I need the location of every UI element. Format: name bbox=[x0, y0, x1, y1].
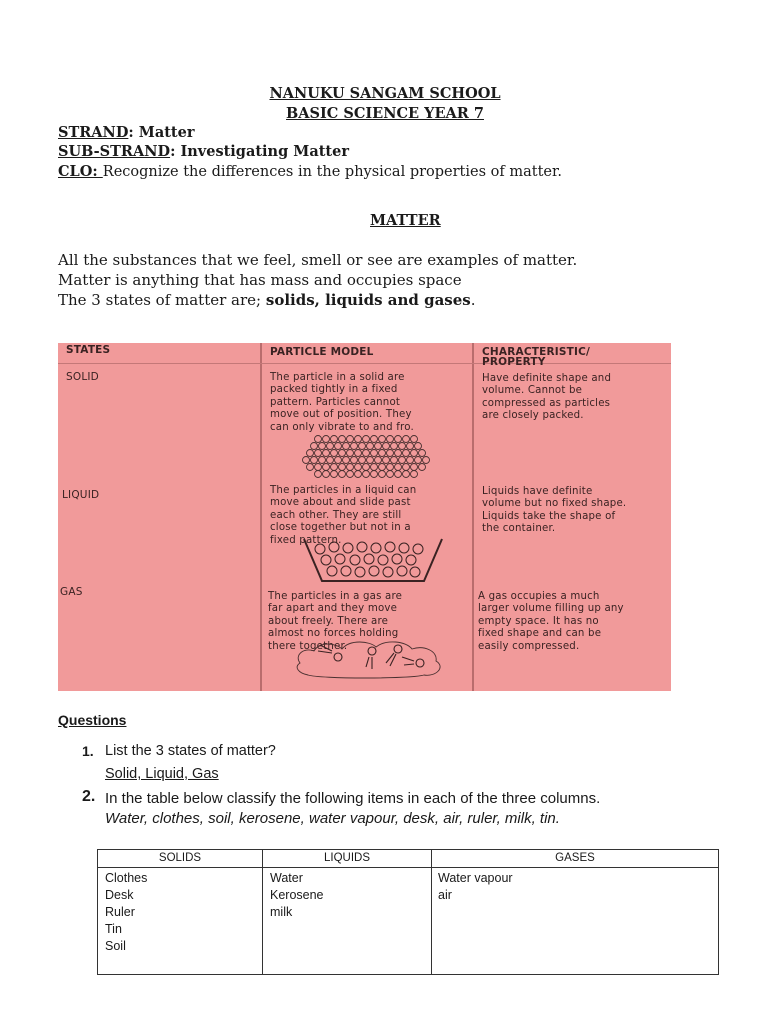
text-line: The particle in a solid are bbox=[270, 372, 405, 383]
text-line: easily compressed. bbox=[478, 640, 580, 652]
gas-property-text bbox=[478, 591, 624, 653]
text-line: empty space. It has no bbox=[478, 615, 599, 627]
intro-line-1: All the substances that we feel, smell or see are examples of matter. bbox=[58, 251, 578, 269]
gas-particles-illustration bbox=[290, 633, 450, 679]
list-item: milk bbox=[270, 905, 293, 919]
text-line: The particles in a gas are bbox=[268, 591, 403, 602]
state-solid: SOLID bbox=[66, 371, 99, 383]
liquid-particles-illustration bbox=[298, 535, 448, 585]
clo-value: Recognize the differences in the physical properties of matter. bbox=[102, 164, 562, 180]
list-item: Tin bbox=[105, 922, 122, 936]
state-liquid: LIQUID bbox=[62, 489, 100, 501]
intro-line-3-prefix: The 3 states of matter are; bbox=[58, 291, 266, 309]
text-line: can only vibrate to and fro. bbox=[270, 421, 414, 433]
text-line: volume. Cannot be bbox=[482, 385, 583, 397]
list-item: Water bbox=[270, 871, 303, 885]
intro-line-2: Matter is anything that has mass and occupies space bbox=[58, 271, 462, 289]
question-1-number: 1. bbox=[82, 743, 94, 759]
sub-strand-value: : Investigating Matter bbox=[170, 143, 349, 160]
list-item: air bbox=[438, 888, 452, 902]
text-line: move out of position. They bbox=[270, 409, 412, 421]
text-line: Have definite shape and bbox=[482, 373, 612, 384]
question-2-items: Water, clothes, soil, kerosene, water vapour, desk, air, ruler, milk, tin. bbox=[105, 810, 560, 827]
text-line: packed tightly in a fixed bbox=[270, 384, 398, 396]
clo-label: CLO: bbox=[58, 163, 103, 180]
states-list: solids, liquids and gases bbox=[265, 291, 471, 309]
column-divider bbox=[431, 850, 432, 974]
text-line: pattern. Particles cannot bbox=[270, 396, 401, 408]
header-liquids: LIQUIDS bbox=[323, 852, 370, 864]
list-item: Desk bbox=[105, 888, 134, 902]
subject-title: BASIC SCIENCE YEAR 7 bbox=[286, 105, 484, 122]
states-of-matter-table bbox=[58, 343, 671, 691]
question-1-answer: Solid, Liquid, Gas bbox=[105, 766, 219, 782]
solid-property-text bbox=[482, 373, 611, 423]
text-line: far apart and they move bbox=[268, 603, 398, 615]
header-characteristic: CHARACTERISTIC/ bbox=[482, 346, 591, 358]
header-particle-model: PARTICLE MODEL bbox=[270, 346, 374, 358]
question-2-number: 2. bbox=[82, 788, 96, 805]
classification-table bbox=[97, 849, 719, 975]
header-property: PROPERTY bbox=[482, 356, 546, 368]
list-item: Water vapour bbox=[438, 871, 513, 885]
text-line: compressed as particles bbox=[482, 397, 611, 409]
text-line: Liquids take the shape of bbox=[482, 510, 616, 522]
solids-column bbox=[105, 870, 147, 955]
list-item: Ruler bbox=[105, 905, 135, 919]
liquids-column bbox=[270, 870, 324, 921]
question-1-text: List the 3 states of matter? bbox=[105, 743, 276, 759]
gases-column bbox=[438, 870, 513, 904]
list-item: Kerosene bbox=[270, 888, 324, 902]
solid-particles-illustration bbox=[298, 431, 448, 483]
text-line: are closely packed. bbox=[482, 410, 584, 422]
table-divider bbox=[472, 343, 474, 691]
header-divider bbox=[98, 867, 718, 868]
solid-model-text bbox=[270, 372, 414, 434]
strand-line bbox=[58, 124, 195, 141]
text-line: fixed pattern. bbox=[270, 534, 342, 546]
text-line: each other. They are still bbox=[270, 509, 402, 521]
strand-value: : Matter bbox=[128, 124, 195, 141]
text-line: volume but no fixed shape. bbox=[482, 498, 627, 510]
text-line: The particles in a liquid can bbox=[270, 485, 417, 496]
table-divider bbox=[260, 343, 262, 691]
sub-strand-line bbox=[58, 143, 349, 160]
text-line: there together. bbox=[268, 640, 348, 652]
text-line: Liquids have definite bbox=[482, 486, 593, 497]
text-line: almost no forces holding bbox=[268, 628, 399, 640]
text-line: move about and slide past bbox=[270, 497, 411, 509]
state-gas: GAS bbox=[60, 586, 83, 598]
column-divider bbox=[262, 850, 263, 974]
section-title: MATTER bbox=[370, 212, 441, 229]
text-line: larger volume filling up any bbox=[478, 603, 624, 615]
liquid-property-text bbox=[482, 486, 626, 536]
intro-line-3 bbox=[58, 291, 476, 309]
list-item: Clothes bbox=[105, 871, 148, 885]
text-line: close together but not in a bbox=[270, 522, 411, 534]
sub-strand-label: SUB-STRAND bbox=[58, 143, 171, 160]
table-header-rule bbox=[58, 363, 671, 364]
question-2-text: In the table below classify the following items in each of the three columns. bbox=[105, 790, 601, 807]
strand-label: STRAND bbox=[58, 124, 129, 141]
list-item: Soil bbox=[105, 939, 126, 953]
questions-heading: Questions bbox=[58, 712, 127, 728]
text-line: fixed shape and can be bbox=[478, 628, 602, 640]
text-line: the container. bbox=[482, 523, 556, 535]
text-line: about freely. There are bbox=[268, 615, 389, 627]
header-gases: GASES bbox=[555, 852, 595, 864]
text-line: A gas occupies a much bbox=[478, 591, 600, 602]
clo-line bbox=[58, 163, 562, 180]
school-name: NANUKU SANGAM SCHOOL bbox=[269, 85, 501, 102]
intro-line-3-suffix: . bbox=[470, 291, 476, 309]
header-states: STATES bbox=[66, 344, 111, 356]
header-solids: SOLIDS bbox=[158, 852, 202, 864]
